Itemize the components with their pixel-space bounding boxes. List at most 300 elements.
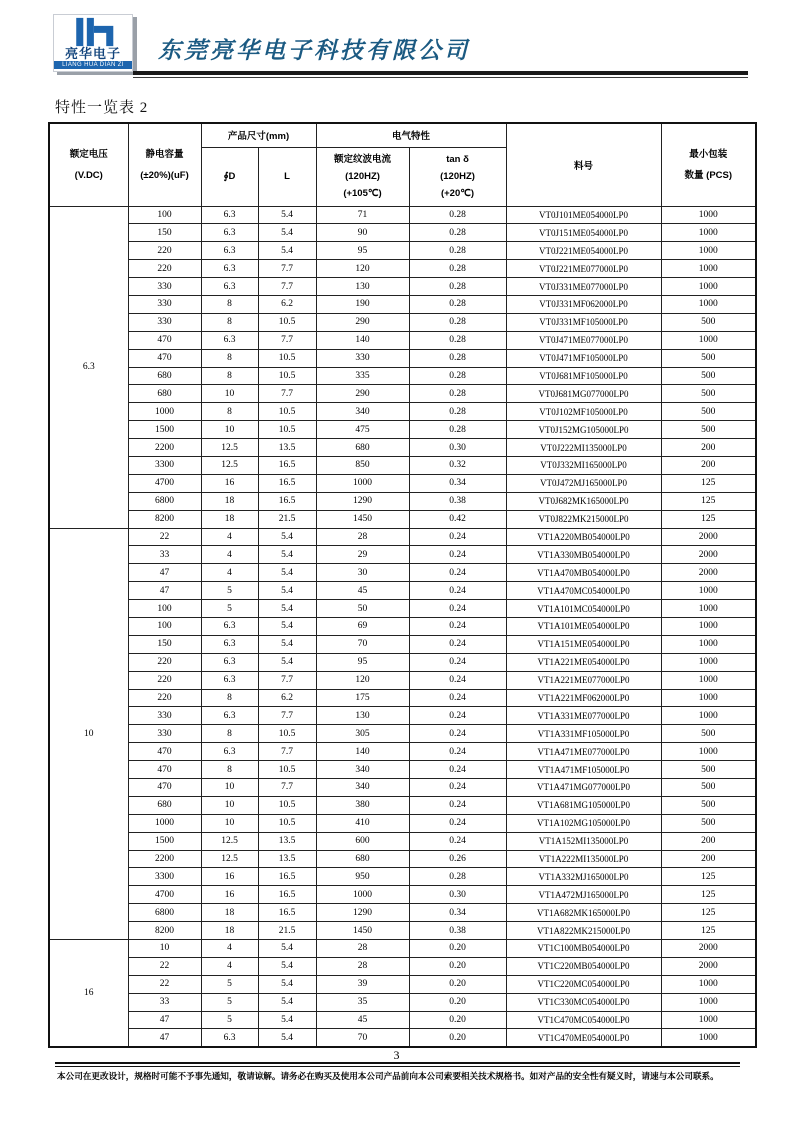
length-cell: 10.5 — [258, 725, 316, 743]
length-cell: 16.5 — [258, 868, 316, 886]
voltage-cell: 6.3 — [49, 206, 128, 528]
min-pack-cell: 125 — [661, 492, 756, 510]
table-row — [49, 868, 756, 886]
tan-delta-cell: 0.24 — [409, 528, 506, 546]
length-cell: 5.4 — [258, 528, 316, 546]
table-row — [49, 260, 756, 278]
diameter-cell: 10 — [201, 779, 258, 797]
tan-delta-cell: 0.20 — [409, 993, 506, 1011]
min-pack-cell: 500 — [661, 814, 756, 832]
min-pack-cell: 200 — [661, 832, 756, 850]
table-row — [49, 421, 756, 439]
min-pack-cell: 125 — [661, 904, 756, 922]
table-row — [49, 1011, 756, 1029]
tan-delta-cell: 0.28 — [409, 331, 506, 349]
tan-delta-cell: 0.24 — [409, 779, 506, 797]
header-length: L — [258, 147, 316, 206]
header-electrical-group: 电气特性 — [316, 123, 506, 147]
logo-pinyin-text: LIANG HUA DIAN ZI — [54, 61, 132, 69]
capacitance-cell: 47 — [128, 582, 201, 600]
part-number-cell: VT0J221ME054000LP0 — [506, 242, 661, 260]
tan-delta-cell: 0.24 — [409, 796, 506, 814]
min-pack-cell: 1000 — [661, 653, 756, 671]
length-cell: 5.4 — [258, 617, 316, 635]
length-cell: 7.7 — [258, 671, 316, 689]
ripple-current-cell: 475 — [316, 421, 409, 439]
part-number-cell: VT1C220MC054000LP0 — [506, 975, 661, 993]
diameter-cell: 16 — [201, 886, 258, 904]
min-pack-cell: 125 — [661, 922, 756, 940]
length-cell: 5.4 — [258, 600, 316, 618]
capacitance-cell: 150 — [128, 635, 201, 653]
capacitance-cell: 1000 — [128, 403, 201, 421]
capacitance-cell: 22 — [128, 528, 201, 546]
diameter-cell: 18 — [201, 904, 258, 922]
length-cell: 10.5 — [258, 796, 316, 814]
min-pack-cell: 1000 — [661, 617, 756, 635]
min-pack-cell: 1000 — [661, 206, 756, 224]
capacitance-cell: 2200 — [128, 850, 201, 868]
tan-delta-cell: 0.24 — [409, 600, 506, 618]
min-pack-cell: 2000 — [661, 528, 756, 546]
logo-cn-text: 亮华电子 — [64, 46, 121, 61]
diameter-cell: 10 — [201, 814, 258, 832]
table-row — [49, 796, 756, 814]
tan-delta-cell: 0.28 — [409, 349, 506, 367]
ripple-current-cell: 680 — [316, 850, 409, 868]
part-number-cell: VT1A101MC054000LP0 — [506, 600, 661, 618]
diameter-cell: 16 — [201, 474, 258, 492]
ripple-current-cell: 120 — [316, 671, 409, 689]
diameter-cell: 6.3 — [201, 242, 258, 260]
diameter-cell: 12.5 — [201, 832, 258, 850]
tan-delta-cell: 0.20 — [409, 940, 506, 958]
ripple-current-cell: 95 — [316, 242, 409, 260]
diameter-cell: 6.3 — [201, 617, 258, 635]
header-tan-line3: (+20℃) — [440, 188, 475, 199]
min-pack-cell: 2000 — [661, 940, 756, 958]
part-number-cell: VT1A681MG105000LP0 — [506, 796, 661, 814]
diameter-cell: 8 — [201, 295, 258, 313]
length-cell: 5.4 — [258, 1029, 316, 1047]
header-ripple-line1: 额定纹波电流 — [334, 154, 392, 165]
ripple-current-cell: 335 — [316, 367, 409, 385]
tan-delta-cell: 0.24 — [409, 653, 506, 671]
part-number-cell: VT1A330MB054000LP0 — [506, 546, 661, 564]
part-number-cell: VT1A220MB054000LP0 — [506, 528, 661, 546]
min-pack-cell: 125 — [661, 886, 756, 904]
tan-delta-cell: 0.24 — [409, 814, 506, 832]
table-row — [49, 922, 756, 940]
diameter-cell: 10 — [201, 421, 258, 439]
tan-delta-cell: 0.26 — [409, 850, 506, 868]
header-tan-line2: (120HZ) — [440, 171, 475, 182]
diameter-cell: 4 — [201, 564, 258, 582]
min-pack-cell: 125 — [661, 510, 756, 528]
min-pack-cell: 1000 — [661, 743, 756, 761]
ripple-current-cell: 39 — [316, 975, 409, 993]
capacitance-cell: 330 — [128, 707, 201, 725]
diameter-cell: 18 — [201, 922, 258, 940]
part-number-cell: VT1A682MK165000LP0 — [506, 904, 661, 922]
ripple-current-cell: 95 — [316, 653, 409, 671]
footer-disclaimer: 本公司在更改设计，规格时可能不予事先通知，敬请谅解。请务必在购买及使用本公司产品前向本公司索要相关技术规格书。如对产品的安全性有疑义时，请速与本公司联系。 — [57, 1071, 719, 1081]
ripple-current-cell: 130 — [316, 707, 409, 725]
tan-delta-cell: 0.20 — [409, 1029, 506, 1047]
diameter-cell: 6.3 — [201, 278, 258, 296]
ripple-current-cell: 35 — [316, 993, 409, 1011]
capacitance-cell: 470 — [128, 779, 201, 797]
diameter-cell: 6.3 — [201, 653, 258, 671]
length-cell: 16.5 — [258, 904, 316, 922]
capacitance-cell: 220 — [128, 671, 201, 689]
capacitance-cell: 330 — [128, 313, 201, 331]
table-row — [49, 528, 756, 546]
diameter-cell: 4 — [201, 957, 258, 975]
capacitance-cell: 220 — [128, 260, 201, 278]
ripple-current-cell: 28 — [316, 528, 409, 546]
tan-delta-cell: 0.24 — [409, 725, 506, 743]
table-row — [49, 993, 756, 1011]
ripple-current-cell: 140 — [316, 331, 409, 349]
tan-delta-cell: 0.20 — [409, 957, 506, 975]
tan-delta-cell: 0.24 — [409, 635, 506, 653]
company-name: 东莞亮华电子科技有限公司 — [158, 38, 470, 63]
tan-delta-cell: 0.24 — [409, 564, 506, 582]
capacitance-cell: 680 — [128, 385, 201, 403]
capacitance-cell: 22 — [128, 975, 201, 993]
tan-delta-cell: 0.30 — [409, 886, 506, 904]
diameter-cell: 12.5 — [201, 850, 258, 868]
length-cell: 13.5 — [258, 850, 316, 868]
length-cell: 10.5 — [258, 349, 316, 367]
tan-delta-cell: 0.24 — [409, 761, 506, 779]
capacitance-cell: 47 — [128, 1029, 201, 1047]
header-diameter: ∮D — [201, 147, 258, 206]
part-number-cell: VT1C470ME054000LP0 — [506, 1029, 661, 1047]
diameter-cell: 5 — [201, 975, 258, 993]
table-row — [49, 832, 756, 850]
length-cell: 6.2 — [258, 689, 316, 707]
tan-delta-cell: 0.28 — [409, 278, 506, 296]
header-product-size-group: 产品尺寸(mm) — [201, 123, 316, 147]
length-cell: 10.5 — [258, 761, 316, 779]
part-number-cell: VT0J331MF062000LP0 — [506, 295, 661, 313]
diameter-cell: 18 — [201, 492, 258, 510]
min-pack-cell: 1000 — [661, 689, 756, 707]
ripple-current-cell: 1450 — [316, 510, 409, 528]
table-row — [49, 492, 756, 510]
ripple-current-cell: 340 — [316, 403, 409, 421]
table-row — [49, 725, 756, 743]
diameter-cell: 8 — [201, 761, 258, 779]
length-cell: 5.4 — [258, 242, 316, 260]
ripple-current-cell: 175 — [316, 689, 409, 707]
ripple-current-cell: 305 — [316, 725, 409, 743]
length-cell: 10.5 — [258, 313, 316, 331]
ripple-current-cell: 28 — [316, 940, 409, 958]
table-row — [49, 761, 756, 779]
tan-delta-cell: 0.32 — [409, 456, 506, 474]
tan-delta-cell: 0.24 — [409, 689, 506, 707]
diameter-cell: 6.3 — [201, 206, 258, 224]
capacitance-cell: 2200 — [128, 439, 201, 457]
part-number-cell: VT0J331MF105000LP0 — [506, 313, 661, 331]
diameter-cell: 16 — [201, 868, 258, 886]
tan-delta-cell: 0.28 — [409, 224, 506, 242]
ripple-current-cell: 330 — [316, 349, 409, 367]
diameter-cell: 8 — [201, 689, 258, 707]
length-cell: 13.5 — [258, 832, 316, 850]
length-cell: 5.4 — [258, 582, 316, 600]
min-pack-cell: 1000 — [661, 295, 756, 313]
diameter-cell: 6.3 — [201, 671, 258, 689]
capacitance-cell: 33 — [128, 993, 201, 1011]
table-row — [49, 403, 756, 421]
length-cell: 21.5 — [258, 922, 316, 940]
table-row — [49, 850, 756, 868]
part-number-cell: VT1A221MF062000LP0 — [506, 689, 661, 707]
table-row — [49, 546, 756, 564]
ripple-current-cell: 70 — [316, 1029, 409, 1047]
length-cell: 5.4 — [258, 1011, 316, 1029]
capacitance-cell: 47 — [128, 564, 201, 582]
min-pack-cell: 1000 — [661, 1029, 756, 1047]
min-pack-cell: 1000 — [661, 975, 756, 993]
capacitance-cell: 470 — [128, 349, 201, 367]
table-row — [49, 474, 756, 492]
header-ripple-current — [316, 147, 409, 206]
min-pack-cell: 500 — [661, 725, 756, 743]
min-pack-cell: 200 — [661, 456, 756, 474]
table-row — [49, 653, 756, 671]
ripple-current-cell: 290 — [316, 313, 409, 331]
length-cell: 10.5 — [258, 814, 316, 832]
length-cell: 7.7 — [258, 260, 316, 278]
part-number-cell: VT1A151ME054000LP0 — [506, 635, 661, 653]
capacitance-cell: 3300 — [128, 868, 201, 886]
length-cell: 5.4 — [258, 957, 316, 975]
diameter-cell: 10 — [201, 796, 258, 814]
table-row — [49, 385, 756, 403]
diameter-cell: 5 — [201, 1011, 258, 1029]
length-cell: 5.4 — [258, 635, 316, 653]
diameter-cell: 18 — [201, 510, 258, 528]
length-cell: 7.7 — [258, 278, 316, 296]
tan-delta-cell: 0.34 — [409, 904, 506, 922]
capacitance-cell: 33 — [128, 546, 201, 564]
capacitance-cell: 470 — [128, 761, 201, 779]
min-pack-cell: 500 — [661, 796, 756, 814]
header-min-pack-line2: 数量 (PCS) — [684, 169, 733, 181]
length-cell: 16.5 — [258, 456, 316, 474]
capacitance-cell: 47 — [128, 1011, 201, 1029]
diameter-cell: 8 — [201, 349, 258, 367]
part-number-cell: VT1A332MJ165000LP0 — [506, 868, 661, 886]
header-part-number: 料号 — [506, 123, 661, 206]
spec-table — [48, 122, 757, 1048]
min-pack-cell: 500 — [661, 779, 756, 797]
table-row — [49, 940, 756, 958]
ripple-current-cell: 680 — [316, 439, 409, 457]
table-row — [49, 206, 756, 224]
header-tan-delta — [409, 147, 506, 206]
part-number-cell: VT1C220MB054000LP0 — [506, 957, 661, 975]
spec-table-header — [49, 123, 756, 206]
part-number-cell: VT1A221ME077000LP0 — [506, 671, 661, 689]
min-pack-cell: 500 — [661, 421, 756, 439]
min-pack-cell: 2000 — [661, 957, 756, 975]
capacitance-cell: 100 — [128, 206, 201, 224]
ripple-current-cell: 45 — [316, 1011, 409, 1029]
part-number-cell: VT1A222MI135000LP0 — [506, 850, 661, 868]
table-row — [49, 904, 756, 922]
table-row — [49, 743, 756, 761]
part-number-cell: VT0J681MF105000LP0 — [506, 367, 661, 385]
capacitance-cell: 3300 — [128, 456, 201, 474]
capacitance-cell: 100 — [128, 600, 201, 618]
table-row — [49, 779, 756, 797]
tan-delta-cell: 0.34 — [409, 474, 506, 492]
part-number-cell: VT1A470MC054000LP0 — [506, 582, 661, 600]
ripple-current-cell: 1450 — [316, 922, 409, 940]
min-pack-cell: 200 — [661, 850, 756, 868]
header-rated-voltage-line1: 额定电压 — [69, 148, 108, 160]
length-cell: 7.7 — [258, 707, 316, 725]
table-row — [49, 1029, 756, 1047]
capacitance-cell: 1000 — [128, 814, 201, 832]
table-row — [49, 313, 756, 331]
tan-delta-cell: 0.28 — [409, 206, 506, 224]
ripple-current-cell: 850 — [316, 456, 409, 474]
tan-delta-cell: 0.24 — [409, 582, 506, 600]
footer-divider — [55, 1062, 740, 1067]
diameter-cell: 6.3 — [201, 635, 258, 653]
part-number-cell: VT0J332MI165000LP0 — [506, 456, 661, 474]
diameter-cell: 5 — [201, 600, 258, 618]
table-row — [49, 331, 756, 349]
tan-delta-cell: 0.28 — [409, 295, 506, 313]
header-ripple-line2: (120HZ) — [345, 171, 380, 182]
capacitance-cell: 6800 — [128, 492, 201, 510]
ripple-current-cell: 28 — [316, 957, 409, 975]
length-cell: 13.5 — [258, 439, 316, 457]
part-number-cell: VT0J101ME054000LP0 — [506, 206, 661, 224]
table-row — [49, 886, 756, 904]
diameter-cell: 5 — [201, 993, 258, 1011]
ripple-current-cell: 30 — [316, 564, 409, 582]
part-number-cell: VT0J471ME077000LP0 — [506, 331, 661, 349]
ripple-current-cell: 45 — [316, 582, 409, 600]
capacitance-cell: 680 — [128, 367, 201, 385]
part-number-cell: VT0J681MG077000LP0 — [506, 385, 661, 403]
tan-delta-cell: 0.20 — [409, 1011, 506, 1029]
part-number-cell: VT0J221ME077000LP0 — [506, 260, 661, 278]
min-pack-cell: 1000 — [661, 260, 756, 278]
min-pack-cell: 1000 — [661, 331, 756, 349]
table-row — [49, 957, 756, 975]
capacitance-cell: 330 — [128, 295, 201, 313]
ripple-current-cell: 1290 — [316, 492, 409, 510]
min-pack-cell: 1000 — [661, 582, 756, 600]
spec-table-body — [49, 206, 756, 1047]
table-row — [49, 975, 756, 993]
capacitance-cell: 470 — [128, 743, 201, 761]
tan-delta-cell: 0.24 — [409, 707, 506, 725]
min-pack-cell: 500 — [661, 385, 756, 403]
part-number-cell: VT1A472MJ165000LP0 — [506, 886, 661, 904]
ripple-current-cell: 71 — [316, 206, 409, 224]
ripple-current-cell: 130 — [316, 278, 409, 296]
length-cell: 10.5 — [258, 403, 316, 421]
diameter-cell: 6.3 — [201, 1029, 258, 1047]
company-logo — [53, 14, 133, 72]
table-row — [49, 224, 756, 242]
min-pack-cell: 2000 — [661, 546, 756, 564]
tan-delta-cell: 0.38 — [409, 492, 506, 510]
diameter-cell: 6.3 — [201, 707, 258, 725]
tan-delta-cell: 0.28 — [409, 260, 506, 278]
capacitance-cell: 8200 — [128, 922, 201, 940]
capacitance-cell: 330 — [128, 725, 201, 743]
ripple-current-cell: 90 — [316, 224, 409, 242]
ripple-current-cell: 340 — [316, 761, 409, 779]
diameter-cell: 12.5 — [201, 456, 258, 474]
header-min-pack — [661, 123, 756, 206]
length-cell: 10.5 — [258, 421, 316, 439]
length-cell: 21.5 — [258, 510, 316, 528]
diameter-cell: 8 — [201, 367, 258, 385]
min-pack-cell: 1000 — [661, 635, 756, 653]
length-cell: 5.4 — [258, 975, 316, 993]
length-cell: 5.4 — [258, 546, 316, 564]
diameter-cell: 5 — [201, 582, 258, 600]
diameter-cell: 4 — [201, 940, 258, 958]
min-pack-cell: 1000 — [661, 600, 756, 618]
tan-delta-cell: 0.28 — [409, 367, 506, 385]
diameter-cell: 8 — [201, 725, 258, 743]
min-pack-cell: 1000 — [661, 242, 756, 260]
table-row — [49, 814, 756, 832]
ripple-current-cell: 1000 — [316, 474, 409, 492]
part-number-cell: VT1A822MK215000LP0 — [506, 922, 661, 940]
length-cell: 16.5 — [258, 886, 316, 904]
part-number-cell: VT1A471MG077000LP0 — [506, 779, 661, 797]
part-number-cell: VT1A331MF105000LP0 — [506, 725, 661, 743]
table-row — [49, 367, 756, 385]
ripple-current-cell: 950 — [316, 868, 409, 886]
tan-delta-cell: 0.38 — [409, 922, 506, 940]
capacitance-cell: 470 — [128, 331, 201, 349]
capacitance-cell: 680 — [128, 796, 201, 814]
header-rated-voltage — [49, 123, 128, 206]
part-number-cell: VT1A471ME077000LP0 — [506, 743, 661, 761]
ripple-current-cell: 70 — [316, 635, 409, 653]
header-divider — [133, 71, 748, 78]
tan-delta-cell: 0.42 — [409, 510, 506, 528]
header-min-pack-line1: 最小包装 — [689, 148, 728, 160]
ripple-current-cell: 340 — [316, 779, 409, 797]
part-number-cell: VT1A471MF105000LP0 — [506, 761, 661, 779]
ripple-current-cell: 1000 — [316, 886, 409, 904]
tan-delta-cell: 0.30 — [409, 439, 506, 457]
length-cell: 7.7 — [258, 779, 316, 797]
table-row — [49, 564, 756, 582]
tan-delta-cell: 0.24 — [409, 546, 506, 564]
min-pack-cell: 2000 — [661, 564, 756, 582]
capacitance-cell: 10 — [128, 940, 201, 958]
min-pack-cell: 500 — [661, 761, 756, 779]
